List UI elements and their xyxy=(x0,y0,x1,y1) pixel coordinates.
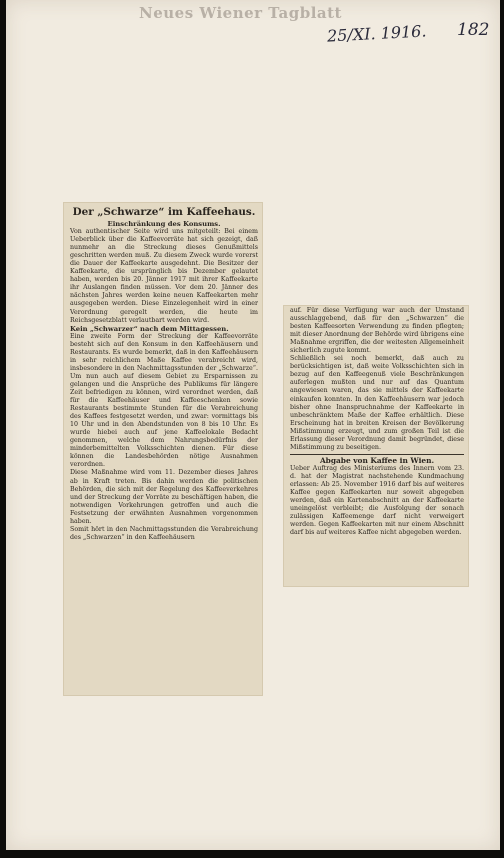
article-paragraph: auf. Für diese Verfügung war auch der Umstand ausschlaggebend, daß für den „Schwarzen“ die besten Kaffeesorten Verwendung zu finden pflegten; mit dieser Anordnung der Behörde wird übrigens eine Maßnahme ergriffen, die der weitesten Allgemeinheit sicherlich zugute kommt. xyxy=(290,307,464,355)
page-number: 182 xyxy=(457,20,490,40)
divider xyxy=(290,454,464,455)
newspaper-stamp: Neues Wiener Tagblatt xyxy=(139,4,342,22)
article-paragraph: Eine zweite Form der Streckung der Kaffeevorräte besteht sich auf den Konsum in den Kaffeehäusern und Restaurants. Es wurde bemerkt, daß in den Kaffeehäusern in sehr reichlichem Maße Kaffee verabreicht wird, insbesondere in den Nachmittagsstunden der „Schwarze“. Um nun auch auf diesem Gebiet zu Ersparnissen zu gelangen und die Ansprüche des Publikums für längere Zeit befriedigen zu können, wird verordnet werden, daß für die Kaffeehäuser und Kaffeeschenken sowie Restaurants bestimmte Stunden für die Verabreichung des Kaffees festgesetzt werden, und zwar: vormittags bis 10 Uhr und in den Abendstunden von 8 bis 10 Uhr. Es wurde hiebei auch auf jene Kaffeelokale Bedacht genommen, welche dem Nahrungsbedürfnis der minderbemittelten Volksschichten dienen. Für diese können die Landesbehörden nötige Ausnahmen verordnen. xyxy=(70,332,258,469)
article-subtitle: Einschränkung des Konsums. xyxy=(107,220,221,228)
article-paragraph: Somit hört in den Nachmittagsstunden die Verabreichung des „Schwarzen“ in den Kaffeehäusern xyxy=(70,525,258,541)
section-heading: Abgabe von Kaffee in Wien. xyxy=(319,455,435,465)
newspaper-clipping-right xyxy=(284,306,468,586)
article-paragraph: Ueber Auftrag des Ministeriums des Innern vom 23. d. hat der Magistrat nachstehende Kundmachung erlassen: Ab 25. November 1916 darf bis auf weiteres Kaffee gegen Kaffeekarten nur soweit abgegeben werden, daß ein Kartenabschnitt an der Kaffeekarte uneingelöst verbleibt; die Ausfolgung der sonach zulässigen Kaffeemenge darf nicht verweigert werden. Gegen Kaffeekarten mit nur einem Abschnitt darf bis auf weiteres Kaffee nicht abgegeben werden. xyxy=(290,464,464,537)
section-heading: Kein „Schwarzer“ nach dem Mittagessen. xyxy=(70,324,229,333)
newspaper-clipping-left xyxy=(64,203,262,695)
article-paragraph: Diese Maßnahme wird vom 11. Dezember dieses Jahres ab in Kraft treten. Bis dahin werden die politischen Behörden, die sich mit der Regelung des Kaffeeverkehres und der Streckung der Vorräte zu beschäftigen haben, die notwendigen Vorkehrungen getroffen und auch die Festsetzung der erwähnten Ausnahmen vorgenommen haben. xyxy=(70,469,258,525)
article-title: Der „Schwarze“ im Kaffeehaus. xyxy=(72,206,256,218)
article-paragraph: Von authentischer Seite wird uns mitgeteilt: Bei einem Ueberblick über die Kaffeevorräte hat sich gezeigt, daß nunmehr an die Streckung dieses Genußmittels geschritten werden muß. Zu diesem Zweck wurde vorerst die Dauer der Kaffeekarte ausgedehnt. Die Besitzer der Kaffeekarte, die ursprünglich bis Dezember gelautet haben, werden bis 20. Jänner 1917 mit ihrer Kaffeekarte ihr Auslangen finden müssen. Vor dem 20. Jänner des nächsten Jahres werden keine neuen Kaffeekarten mehr ausgegeben werden. Diese Einzelegenheit wird in einer Verordnung geregelt werden, die heute im Reichsgesetzblatt verlautbart werden wird. xyxy=(70,228,258,324)
handwritten-date: 25/XI. 1916. xyxy=(326,21,427,46)
article-paragraph: Schließlich sei noch bemerkt, daß auch zu berücksichtigen ist, daß weite Volksschichten sich in bezug auf den Kaffeegenuß viele Beschränkungen auferlegen mußten und nur auf das Quantum angewiesen waren, das sie mittels der Kaffeekarte einkaufen konnten. In den Kaffeehäusern war jedoch bisher ohne Inanspruchnahme der Kaffeekarte in unbeschränktem Maße der Kaffee erhältlich. Diese Erscheinung hat in breiten Kreisen der Bevölkerung Mißstimmung erzeugt, und zum großen Teil ist die Erlassung dieser Verordnung damit begründet, diese Mißstimmung zu beseitigen. xyxy=(290,355,464,451)
